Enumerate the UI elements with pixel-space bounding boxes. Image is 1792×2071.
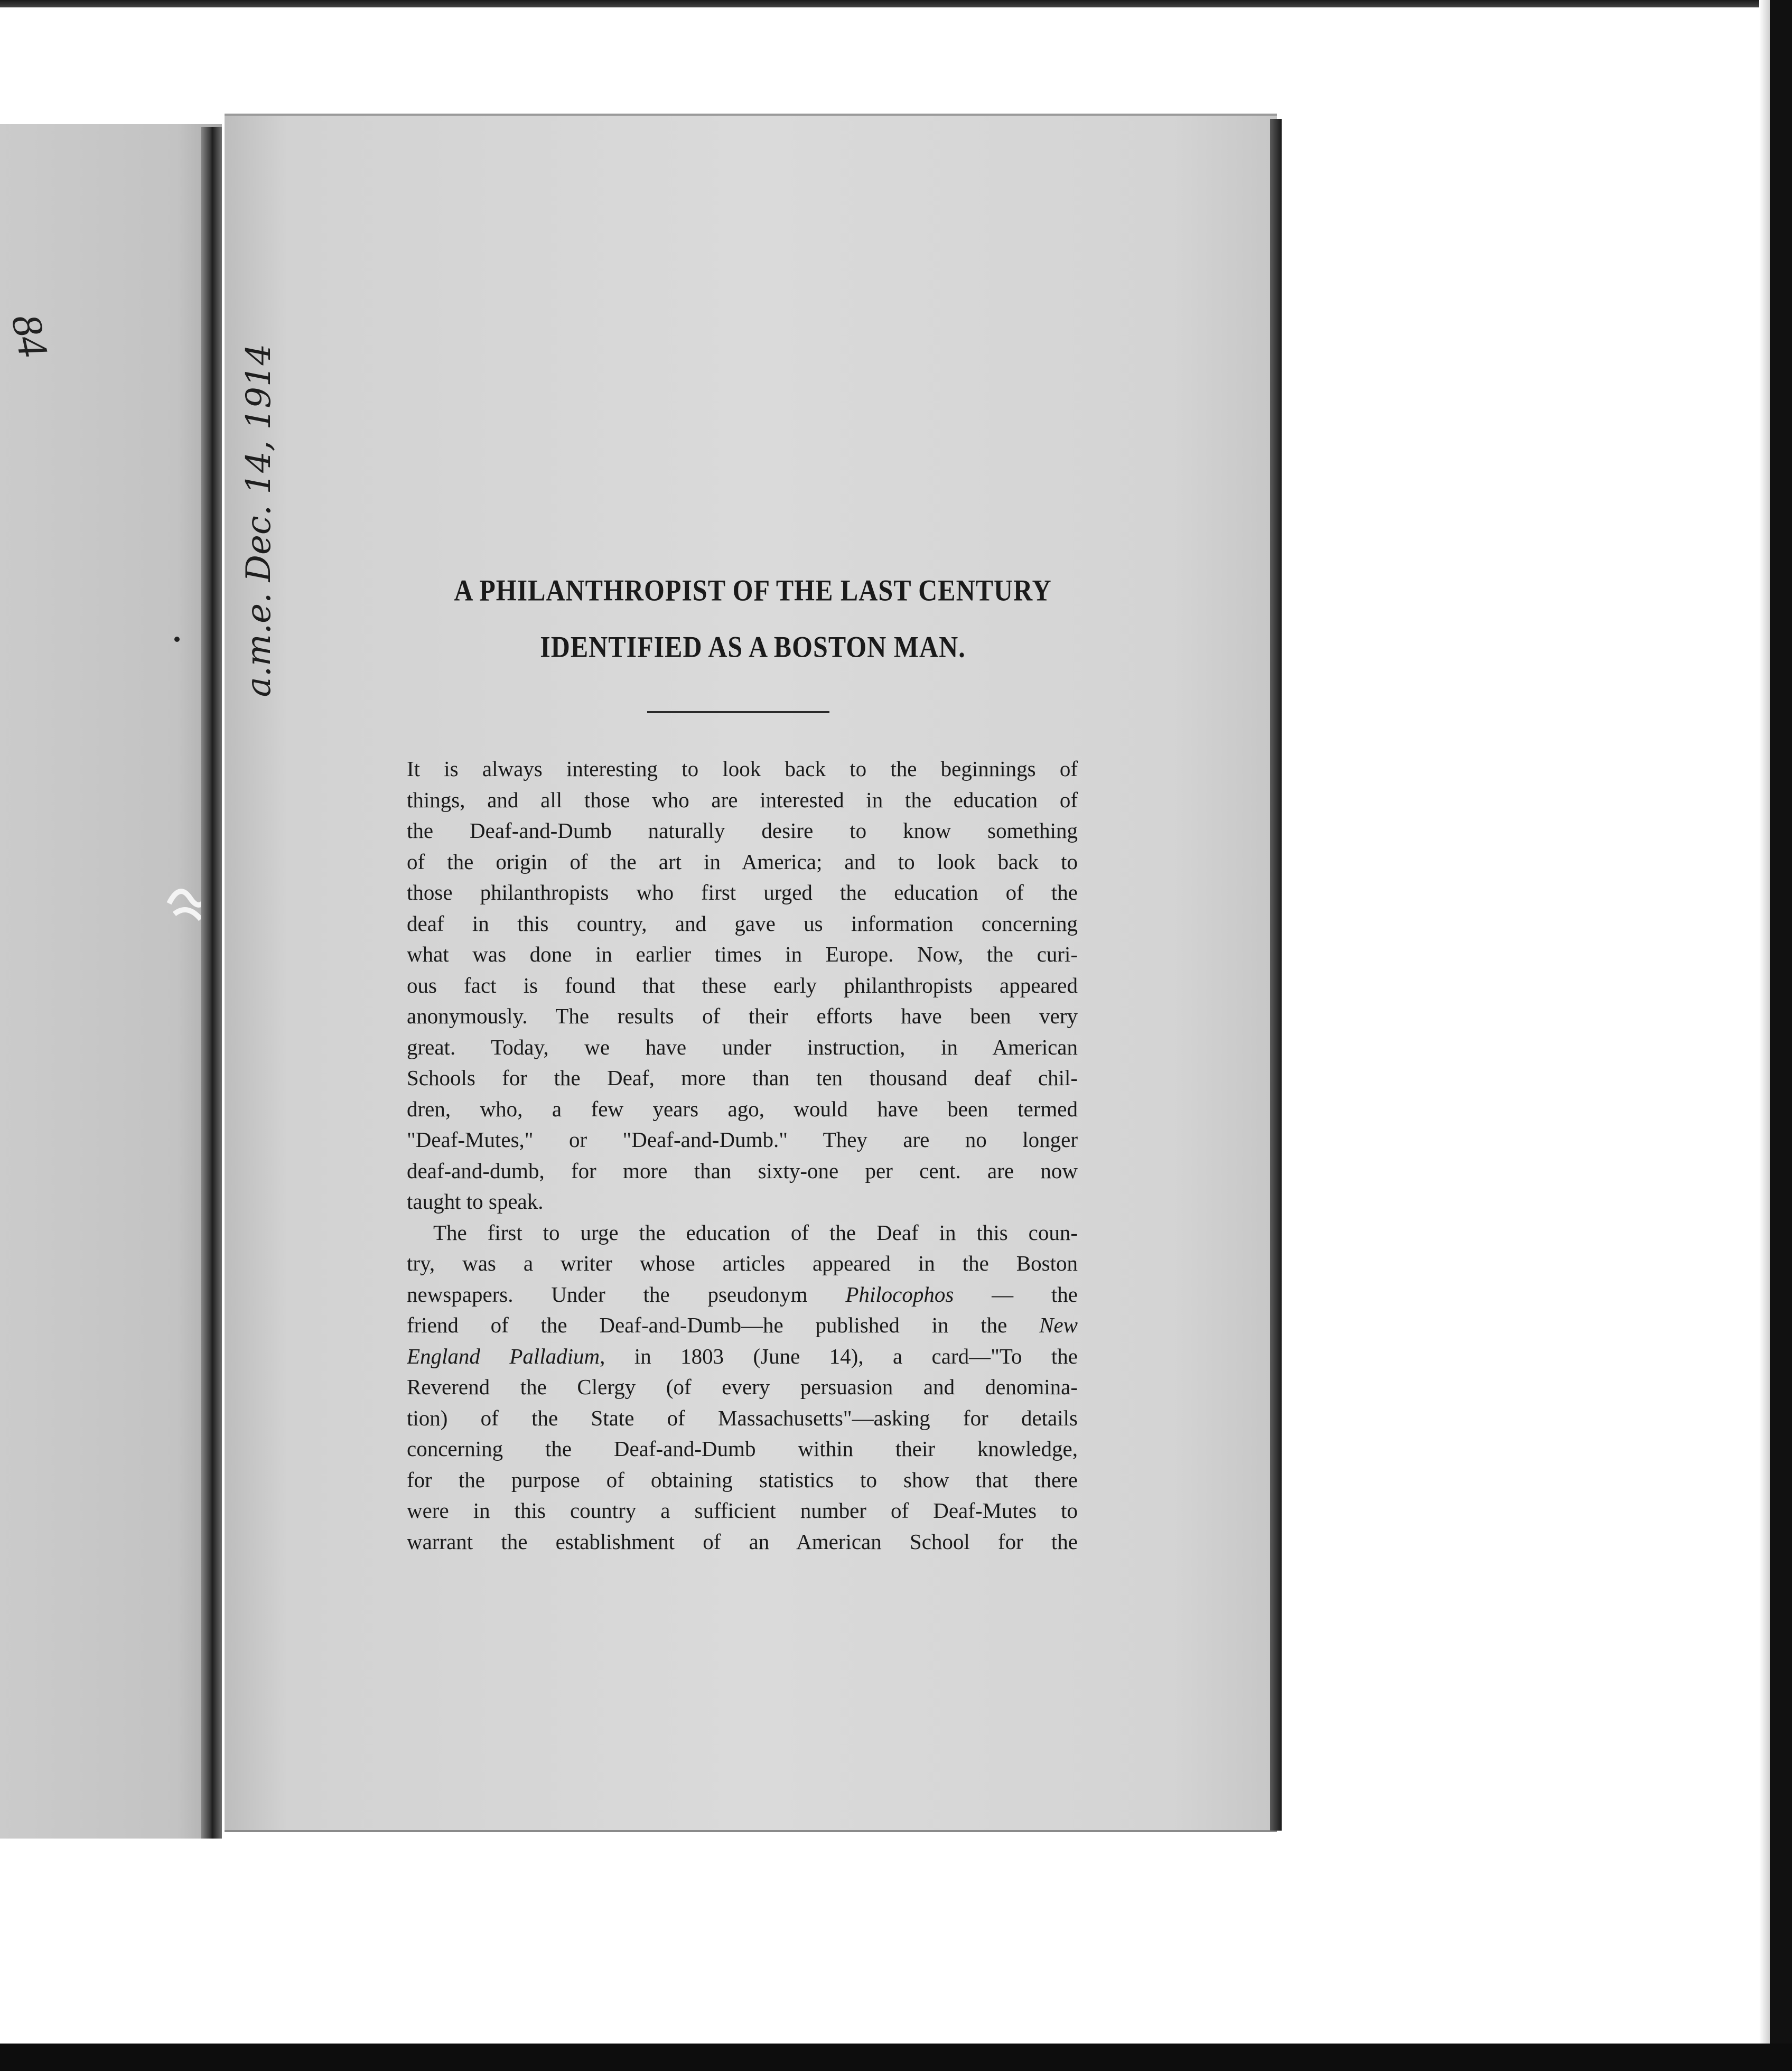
left-page-mark: 84	[2, 310, 57, 361]
text-line	[407, 1310, 1078, 1341]
text-line: tion) of the State of Massachusetts"—asking for details	[407, 1405, 1078, 1430]
text-line: the Deaf-and-Dumb naturally desire to know something	[407, 818, 1078, 843]
text-line: great. Today, we have under instruction, in American	[407, 1034, 1078, 1059]
text-line: concerning the Deaf-and-Dumb within their knowledge,	[407, 1436, 1078, 1461]
text-line	[407, 1279, 1078, 1310]
text-segment: — the	[954, 1282, 1078, 1307]
page-right-shadow	[1270, 119, 1282, 1831]
margin-note-text: a.m.e. Dec. 14, 1914	[239, 343, 278, 697]
text-line: "Deaf-Mutes," or "Deaf-and-Dumb." They are no longer	[407, 1127, 1078, 1152]
text-line: Reverend the Clergy (of every persuasion and denomina-	[407, 1375, 1078, 1399]
paragraph-2	[407, 1217, 1078, 1557]
scan-bottom-edge	[0, 2044, 1792, 2071]
text-line	[407, 1341, 1078, 1372]
text-line: The first to urge the education of the Deaf in this coun-	[433, 1220, 1078, 1245]
text-line: those philanthropists who first urged the education of the	[407, 880, 1078, 904]
text-line: dren, who, a few years ago, would have been termed	[407, 1096, 1078, 1121]
text-line: warrant the establishment of an American School for the	[407, 1529, 1078, 1554]
text-line: deaf-and-dumb, for more than sixty-one per cent. are now	[407, 1158, 1078, 1183]
text-line: anonymously. The results of their efforts have been very	[407, 1004, 1078, 1028]
title-divider-rule	[647, 711, 829, 713]
text-line: of the origin of the art in America; and to look back to	[407, 849, 1078, 874]
text-segment: newspapers. Under the pseudonym	[407, 1282, 846, 1307]
article-title-line-2: IDENTIFIED AS A BOSTON MAN.	[540, 629, 966, 664]
scan-right-margin	[1759, 0, 1770, 2071]
scan-top-edge	[0, 0, 1792, 7]
handwritten-margin-note	[227, 338, 291, 719]
text-line: deaf in this country, and gave us information concerning	[407, 911, 1078, 936]
pseudonym-text: Philocophos	[845, 1282, 954, 1307]
article-title-line-1: A PHILANTHROPIST OF THE LAST CENTURY	[454, 573, 1052, 608]
book-spine	[201, 127, 222, 1839]
text-line: things, and all those who are interested in the education of	[407, 787, 1078, 812]
text-line: Schools for the Deaf, more than ten thousand deaf chil-	[407, 1066, 1078, 1090]
scan-right-edge	[1770, 0, 1792, 2071]
article-body	[407, 753, 1078, 1557]
paragraph-1	[407, 753, 1078, 1217]
text-line: try, was a writer whose articles appeared in the Boston	[407, 1251, 1078, 1275]
left-page-speck	[174, 637, 180, 642]
text-line: ous fact is found that these early philanthropists appeared	[407, 973, 1078, 997]
newspaper-name-text: New	[1039, 1313, 1078, 1337]
text-segment: , in 1803 (June 14), a card—"To the	[600, 1344, 1078, 1368]
text-segment: friend of the Deaf-and-Dumb—he published in the	[407, 1313, 1040, 1337]
text-line: what was done in earlier times in Europe. Now, the curi-	[407, 942, 1078, 966]
left-facing-page	[0, 124, 222, 1839]
text-line: for the purpose of obtaining statistics to show that there	[407, 1467, 1078, 1492]
text-line: were in this country a sufficient number of Deaf-Mutes to	[407, 1498, 1078, 1523]
newspaper-name-text: England Palladium	[407, 1344, 600, 1368]
text-line: taught to speak.	[407, 1189, 544, 1214]
text-line: It is always interesting to look back to the beginnings of	[407, 757, 1078, 781]
